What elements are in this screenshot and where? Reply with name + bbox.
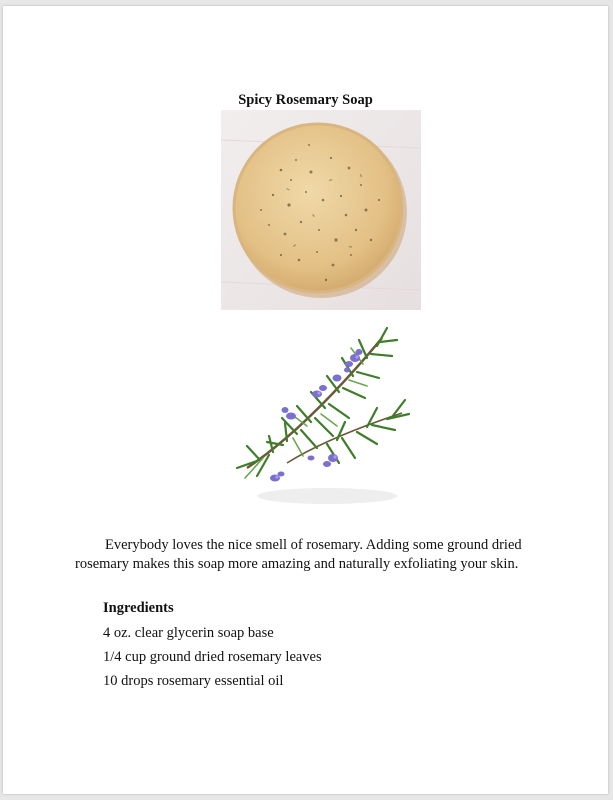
recipe-title: Spicy Rosemary Soap [238, 92, 373, 108]
ingredient-item: 1/4 cup ground dried rosemary leaves [103, 649, 322, 665]
soap-photo [221, 110, 421, 310]
rosemary-sprig-image [227, 318, 419, 510]
ingredient-item: 4 oz. clear glycerin soap base [103, 625, 274, 641]
ingredients-heading: Ingredients [103, 600, 174, 616]
ingredients-list [103, 624, 322, 696]
intro-line-2: rosemary makes this soap more amazing and naturally exfoliating your skin. [75, 556, 519, 572]
intro-paragraph [75, 536, 545, 574]
ingredient-item: 10 drops rosemary essential oil [103, 673, 284, 689]
intro-line-1: Everybody loves the nice smell of rosemary. Adding some ground dried [105, 537, 522, 553]
document-page [3, 6, 608, 794]
